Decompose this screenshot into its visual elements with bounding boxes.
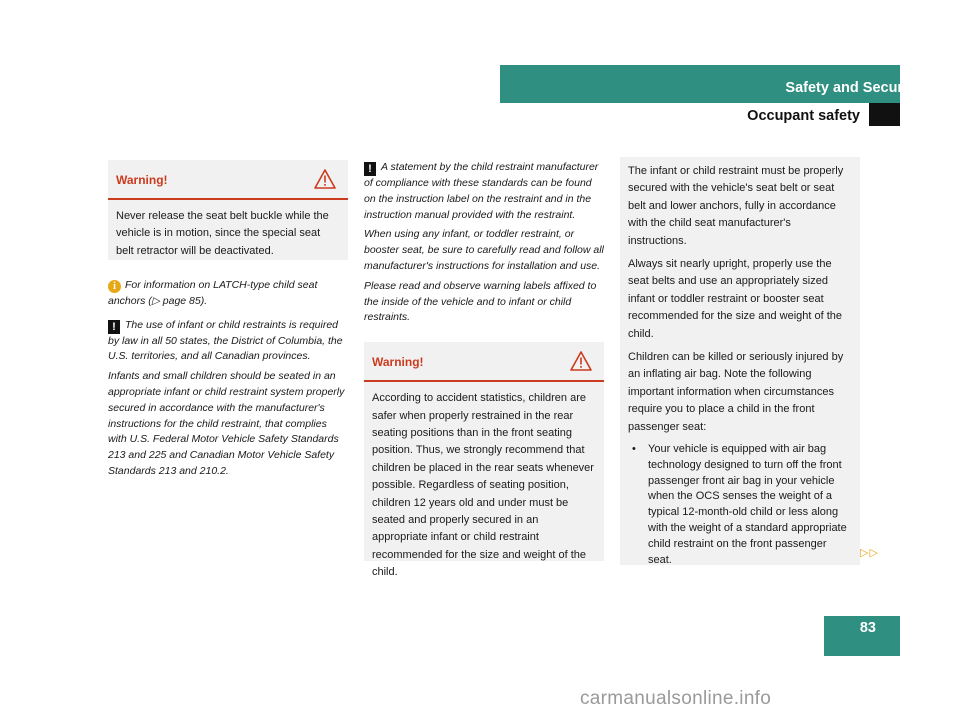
column-right [620,157,860,565]
body-paragraph: Always sit nearly upright, properly use the seat belts and use an appropriately sized infant or toddler restraint or booster seat recommended for the size and weight of the child. [628,258,843,340]
info-note-text: For information on LATCH-type child seat anchors (▷ page 85). [108,279,318,307]
warning-header [108,160,348,200]
caution-note [108,318,348,366]
info-note [108,278,348,310]
warning-text: According to accident statistics, children are safer when properly restrained in the rear seating positions than in the front seating position. Thus, we strongly recommend that children be placed in the rear seats whenever possible. Regardless of seating position, children 12 years old and under must be seated and properly secured in an appropriate infant or child restraint recommended for the size and weight of the child. [372,392,594,579]
note-paragraph: Infants and small children should be seated in an appropriate infant or child restraint system properly secured in accordance with the manufacturer's instructions for the child restraint, that complies with U.S. Federal Motor Vehicle Safety Standards 213 and 225 and Canadian Motor Vehicle Safety Standards 213 and 210.2. [108,370,345,477]
caution-note-text: The use of infant or child restraints is required by law in all 50 states, the District of Columbia, the U.S. territories, and all Canadian provinces. [108,318,343,363]
note-paragraph: Please read and observe warning labels affixed to the inside of the vehicle and to infant or child restraints. [364,279,597,324]
column-left [108,160,348,484]
exclamation-icon: ! [364,162,376,176]
warning-box [108,160,348,260]
exclamation-icon: ! [108,320,120,334]
warning-title: Warning! [116,173,168,187]
watermark: carmanualsonline.info [580,688,772,709]
page-number: 83 [859,620,876,636]
list-item: • Your vehicle is equipped with air bag technology designed to turn off the front passenger front air bag in your vehicle when the OCS senses the weight of a typical 12-month-old child or less along with the weight of a standard appropriate child restraint on the front passenger seat. [628,442,852,568]
warning-text: Never release the seat belt buckle while the vehicle is in motion, since the special seat belt retractor will be deactivated. [116,210,329,257]
bullet-list [628,442,852,568]
caution-note [364,160,604,223]
header-marker [869,103,900,126]
warning-triangle-icon [314,169,336,189]
body-paragraph: Children can be killed or seriously injured by an inflating air bag. Note the following important information when circumstances require you to place a child in the front passenger seat: [628,351,844,433]
continued-icon: ▷▷ [860,547,879,559]
warning-box [364,342,604,579]
body-paragraph: The infant or child restraint must be properly secured with the vehicle's seat belt or seat belt and lower anchors, fully in accordance with the child seat manufacturer's instructions. [628,165,844,247]
warning-header [364,342,604,382]
warning-triangle-icon [570,351,592,371]
info-icon: i [108,280,121,293]
note-paragraph: When using any infant, or toddler restraint, or booster seat, be sure to carefully read and follow all manufacturer's instructions for installation and use. [364,228,604,272]
subsection-title: Occupant safety [747,108,860,124]
caution-note-text: A statement by the child restraint manufacturer of compliance with these standards can be found on the instruction label on the restraint and in the instruction manual provided with the restraint. [364,161,599,221]
warning-title: Warning! [372,355,424,370]
column-middle [364,160,604,579]
section-title: Safety and Security [785,80,920,96]
